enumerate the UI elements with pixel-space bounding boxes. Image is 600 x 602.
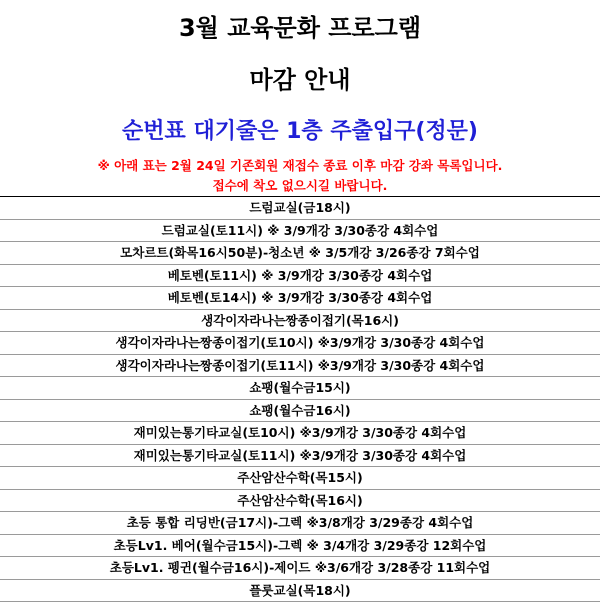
course-row: 초등Lv1. 베어(월수금15시)-그렉 ※ 3/4개강 3/29종강 12회수업 [0,535,600,558]
course-row: 드럼교실(금18시) [0,197,600,220]
course-row: 플룻교실(목18시) [0,580,600,602]
course-row: 베토벤(토14시) ※ 3/9개강 3/30종강 4회수업 [0,287,600,310]
closed-course-table [0,196,600,602]
notice-subtitle: 마감 안내 [0,62,600,98]
course-row: 쇼팽(월수금15시) [0,377,600,400]
notice-title: 3월 교육문화 프로그램 [0,10,600,46]
course-row: 재미있는통기타교실(토11시) ※3/9개강 3/30종강 4회수업 [0,445,600,468]
course-row: 주산암산수학(목16시) [0,490,600,513]
course-row: 드럼교실(토11시) ※ 3/9개강 3/30종강 4회수업 [0,220,600,243]
course-row: 쇼팽(월수금16시) [0,400,600,423]
course-row: 모차르트(화목16시50분)-청소년 ※ 3/5개강 3/26종강 7회수업 [0,242,600,265]
course-row: 생각이자라나는짱종이접기(토10시) ※3/9개강 3/30종강 4회수업 [0,332,600,355]
queue-notice: 순번표 대기줄은 1층 주출입구(정문) [0,115,600,149]
course-row: 생각이자라나는짱종이접기(목16시) [0,310,600,333]
warning-line: ※ 아래 표는 2월 24일 기존회원 재접수 종료 이후 마감 강좌 목록입니다. [0,157,600,175]
course-row: 주산암산수학(목15시) [0,467,600,490]
course-row: 초등 통합 리딩반(금17시)-그렉 ※3/8개강 3/29종강 4회수업 [0,512,600,535]
course-row: 생각이자라나는짱종이접기(토11시) ※3/9개강 3/30종강 4회수업 [0,355,600,378]
warning-line: 접수에 착오 없으시길 바랍니다. [0,177,600,195]
course-row: 초등Lv1. 펭귄(월수금16시)-제이드 ※3/6개강 3/28종강 11회수업 [0,557,600,580]
course-row: 베토벤(토11시) ※ 3/9개강 3/30종강 4회수업 [0,265,600,288]
course-row: 재미있는통기타교실(토10시) ※3/9개강 3/30종강 4회수업 [0,422,600,445]
